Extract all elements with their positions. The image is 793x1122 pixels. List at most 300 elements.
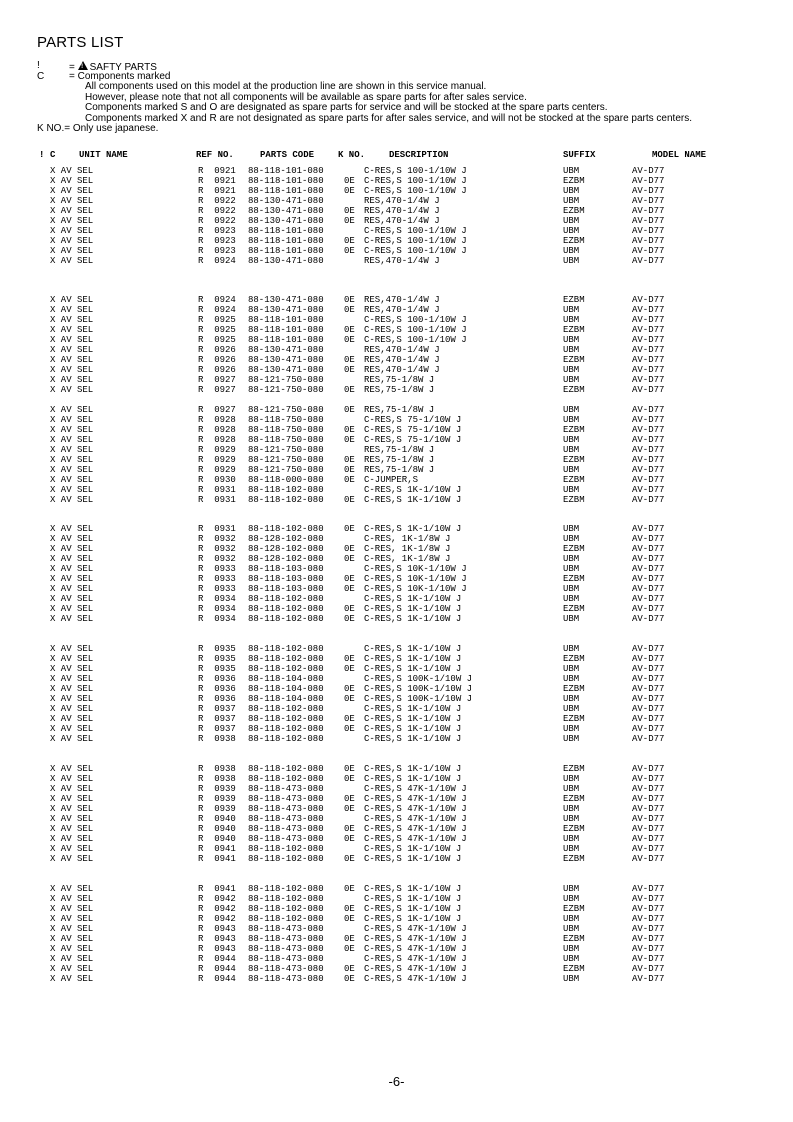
- model-name-cell: AV-D77: [632, 784, 665, 794]
- table-row: [0, 455, 793, 465]
- model-name-cell: AV-D77: [632, 904, 665, 914]
- k-no-cell: 0E: [344, 475, 355, 485]
- table-group: [0, 764, 793, 864]
- description-cell: RES,470-1/4W J: [364, 216, 440, 226]
- unit-name-cell: X AV SEL: [50, 954, 94, 964]
- k-no-cell: 0E: [344, 964, 355, 974]
- table-row: [0, 674, 793, 684]
- model-name-cell: AV-D77: [632, 495, 665, 505]
- parts-code-cell: 88-118-102-080: [248, 704, 324, 714]
- ref-no-cell: R 0927: [198, 385, 236, 395]
- description-cell: RES,470-1/4W J: [364, 196, 440, 206]
- model-name-cell: AV-D77: [632, 884, 665, 894]
- ref-no-cell: R 0923: [198, 226, 236, 236]
- model-name-cell: AV-D77: [632, 574, 665, 584]
- table-group: [0, 295, 793, 395]
- model-name-cell: AV-D77: [632, 186, 665, 196]
- k-no-cell: 0E: [344, 246, 355, 256]
- parts-code-cell: 88-130-471-080: [248, 256, 324, 266]
- parts-code-cell: 88-118-101-080: [248, 166, 324, 176]
- table-group: [0, 884, 793, 984]
- suffix-cell: EZBM: [563, 854, 585, 864]
- suffix-cell: EZBM: [563, 455, 585, 465]
- model-name-cell: AV-D77: [632, 704, 665, 714]
- table-group: [0, 405, 793, 505]
- k-no-cell: 0E: [344, 694, 355, 704]
- table-row: [0, 934, 793, 944]
- description-cell: C-RES,S 10K-1/10W J: [364, 574, 467, 584]
- description-cell: C-RES,S 100-1/10W J: [364, 236, 467, 246]
- description-cell: C-RES,S 47K-1/10W J: [364, 934, 467, 944]
- description-cell: C-RES,S 100-1/10W J: [364, 335, 467, 345]
- table-row: [0, 914, 793, 924]
- parts-code-cell: 88-118-473-080: [248, 934, 324, 944]
- parts-code-cell: 88-118-102-080: [248, 724, 324, 734]
- parts-code-cell: 88-121-750-080: [248, 405, 324, 415]
- k-no-cell: 0E: [344, 884, 355, 894]
- table-row: [0, 944, 793, 954]
- parts-code-cell: 88-118-104-080: [248, 684, 324, 694]
- ref-no-cell: R 0925: [198, 315, 236, 325]
- table-row: [0, 236, 793, 246]
- ref-no-cell: R 0932: [198, 554, 236, 564]
- unit-name-cell: X AV SEL: [50, 824, 94, 834]
- parts-code-cell: 88-130-471-080: [248, 305, 324, 315]
- unit-name-cell: X AV SEL: [50, 475, 94, 485]
- k-no-cell: 0E: [344, 974, 355, 984]
- unit-name-cell: X AV SEL: [50, 784, 94, 794]
- k-no-cell: 0E: [344, 554, 355, 564]
- suffix-cell: UBM: [563, 844, 580, 854]
- model-name-cell: AV-D77: [632, 654, 665, 664]
- ref-no-cell: R 0938: [198, 764, 236, 774]
- unit-name-cell: X AV SEL: [50, 435, 94, 445]
- description-cell: C-RES, 1K-1/8W J: [364, 534, 451, 544]
- page-title: PARTS LIST: [37, 34, 124, 51]
- model-name-cell: AV-D77: [632, 644, 665, 654]
- suffix-cell: UBM: [563, 564, 580, 574]
- model-name-cell: AV-D77: [632, 844, 665, 854]
- table-row: [0, 584, 793, 594]
- unit-name-cell: X AV SEL: [50, 664, 94, 674]
- parts-code-cell: 88-118-103-080: [248, 584, 324, 594]
- unit-name-cell: X AV SEL: [50, 196, 94, 206]
- description-cell: RES,470-1/4W J: [364, 345, 440, 355]
- description-cell: RES,75-1/8W J: [364, 385, 435, 395]
- k-no-cell: 0E: [344, 186, 355, 196]
- unit-name-cell: X AV SEL: [50, 844, 94, 854]
- unit-name-cell: X AV SEL: [50, 355, 94, 365]
- description-cell: C-RES,S 1K-1/10W J: [364, 894, 462, 904]
- unit-name-cell: X AV SEL: [50, 176, 94, 186]
- ref-no-cell: R 0943: [198, 924, 236, 934]
- k-no-cell: 0E: [344, 295, 355, 305]
- k-no-cell: 0E: [344, 236, 355, 246]
- suffix-cell: EZBM: [563, 495, 585, 505]
- unit-name-cell: X AV SEL: [50, 415, 94, 425]
- header-parts-code: PARTS CODE: [260, 150, 315, 160]
- parts-code-cell: 88-118-102-080: [248, 524, 324, 534]
- table-row: [0, 974, 793, 984]
- unit-name-cell: X AV SEL: [50, 206, 94, 216]
- description-cell: C-RES,S 100-1/10W J: [364, 315, 467, 325]
- model-name-cell: AV-D77: [632, 554, 665, 564]
- table-row: [0, 654, 793, 664]
- unit-name-cell: X AV SEL: [50, 674, 94, 684]
- ref-no-cell: R 0934: [198, 594, 236, 604]
- model-name-cell: AV-D77: [632, 375, 665, 385]
- suffix-cell: UBM: [563, 166, 580, 176]
- k-no-cell: 0E: [344, 325, 355, 335]
- model-name-cell: AV-D77: [632, 894, 665, 904]
- suffix-cell: UBM: [563, 954, 580, 964]
- k-no-cell: 0E: [344, 455, 355, 465]
- suffix-cell: UBM: [563, 445, 580, 455]
- description-cell: C-RES,S 47K-1/10W J: [364, 824, 467, 834]
- unit-name-cell: X AV SEL: [50, 315, 94, 325]
- model-name-cell: AV-D77: [632, 236, 665, 246]
- parts-code-cell: 88-118-101-080: [248, 186, 324, 196]
- model-name-cell: AV-D77: [632, 694, 665, 704]
- unit-name-cell: X AV SEL: [50, 704, 94, 714]
- description-cell: C-RES,S 1K-1/10W J: [364, 495, 462, 505]
- parts-code-cell: 88-128-102-080: [248, 544, 324, 554]
- k-no-cell: 0E: [344, 904, 355, 914]
- unit-name-cell: X AV SEL: [50, 724, 94, 734]
- table-row: [0, 475, 793, 485]
- model-name-cell: AV-D77: [632, 325, 665, 335]
- table-row: [0, 365, 793, 375]
- model-name-cell: AV-D77: [632, 814, 665, 824]
- unit-name-cell: X AV SEL: [50, 684, 94, 694]
- table-row: [0, 186, 793, 196]
- table-row: [0, 904, 793, 914]
- description-cell: C-RES,S 47K-1/10W J: [364, 974, 467, 984]
- parts-code-cell: 88-118-102-080: [248, 914, 324, 924]
- unit-name-cell: X AV SEL: [50, 485, 94, 495]
- model-name-cell: AV-D77: [632, 714, 665, 724]
- description-cell: C-RES, 1K-1/8W J: [364, 554, 451, 564]
- unit-name-cell: X AV SEL: [50, 644, 94, 654]
- description-cell: RES,75-1/8W J: [364, 375, 435, 385]
- k-no-cell: 0E: [344, 934, 355, 944]
- description-cell: RES,75-1/8W J: [364, 405, 435, 415]
- model-name-cell: AV-D77: [632, 834, 665, 844]
- table-row: [0, 405, 793, 415]
- model-name-cell: AV-D77: [632, 176, 665, 186]
- model-name-cell: AV-D77: [632, 564, 665, 574]
- header-model-name: MODEL NAME: [652, 150, 707, 160]
- ref-no-cell: R 0929: [198, 445, 236, 455]
- ref-no-cell: R 0924: [198, 256, 236, 266]
- table-row: [0, 784, 793, 794]
- unit-name-cell: X AV SEL: [50, 186, 94, 196]
- ref-no-cell: R 0923: [198, 246, 236, 256]
- ref-no-cell: R 0936: [198, 684, 236, 694]
- description-cell: C-RES,S 1K-1/10W J: [364, 774, 462, 784]
- model-name-cell: AV-D77: [632, 594, 665, 604]
- unit-name-cell: X AV SEL: [50, 554, 94, 564]
- ref-no-cell: R 0940: [198, 834, 236, 844]
- model-name-cell: AV-D77: [632, 166, 665, 176]
- description-cell: C-RES,S 47K-1/10W J: [364, 964, 467, 974]
- ref-no-cell: R 0940: [198, 824, 236, 834]
- description-cell: C-RES,S 47K-1/10W J: [364, 804, 467, 814]
- suffix-cell: EZBM: [563, 544, 585, 554]
- unit-name-cell: X AV SEL: [50, 216, 94, 226]
- description-cell: C-RES,S 1K-1/10W J: [364, 594, 462, 604]
- unit-name-cell: X AV SEL: [50, 884, 94, 894]
- ref-no-cell: R 0933: [198, 564, 236, 574]
- model-name-cell: AV-D77: [632, 764, 665, 774]
- parts-code-cell: 88-121-750-080: [248, 465, 324, 475]
- description-cell: C-RES,S 100-1/10W J: [364, 246, 467, 256]
- table-row: [0, 954, 793, 964]
- suffix-cell: UBM: [563, 734, 580, 744]
- k-no-cell: 0E: [344, 794, 355, 804]
- model-name-cell: AV-D77: [632, 385, 665, 395]
- k-no-cell: 0E: [344, 914, 355, 924]
- suffix-cell: UBM: [563, 196, 580, 206]
- description-cell: C-RES,S 47K-1/10W J: [364, 954, 467, 964]
- model-name-cell: AV-D77: [632, 974, 665, 984]
- suffix-cell: EZBM: [563, 295, 585, 305]
- table-row: [0, 495, 793, 505]
- suffix-cell: EZBM: [563, 236, 585, 246]
- table-row: [0, 166, 793, 176]
- parts-code-cell: 88-118-102-080: [248, 644, 324, 654]
- table-row: [0, 724, 793, 734]
- ref-no-cell: R 0935: [198, 644, 236, 654]
- suffix-cell: UBM: [563, 644, 580, 654]
- suffix-cell: UBM: [563, 465, 580, 475]
- description-cell: C-RES,S 100K-1/10W J: [364, 684, 473, 694]
- description-cell: RES,75-1/8W J: [364, 455, 435, 465]
- ref-no-cell: R 0935: [198, 654, 236, 664]
- unit-name-cell: X AV SEL: [50, 305, 94, 315]
- k-no-cell: 0E: [344, 824, 355, 834]
- model-name-cell: AV-D77: [632, 415, 665, 425]
- ref-no-cell: R 0922: [198, 196, 236, 206]
- ref-no-cell: R 0932: [198, 544, 236, 554]
- model-name-cell: AV-D77: [632, 794, 665, 804]
- unit-name-cell: X AV SEL: [50, 904, 94, 914]
- parts-code-cell: 88-118-102-080: [248, 664, 324, 674]
- suffix-cell: EZBM: [563, 904, 585, 914]
- header-unit-name: UNIT NAME: [79, 150, 128, 160]
- model-name-cell: AV-D77: [632, 425, 665, 435]
- k-no-cell: 0E: [344, 774, 355, 784]
- description-cell: C-RES,S 1K-1/10W J: [364, 884, 462, 894]
- parts-code-cell: 88-118-102-080: [248, 485, 324, 495]
- model-name-cell: AV-D77: [632, 924, 665, 934]
- legend: [37, 61, 777, 135]
- table-row: [0, 355, 793, 365]
- unit-name-cell: X AV SEL: [50, 604, 94, 614]
- parts-code-cell: 88-118-101-080: [248, 325, 324, 335]
- ref-no-cell: R 0937: [198, 704, 236, 714]
- model-name-cell: AV-D77: [632, 246, 665, 256]
- model-name-cell: AV-D77: [632, 256, 665, 266]
- description-cell: RES,470-1/4W J: [364, 295, 440, 305]
- ref-no-cell: R 0943: [198, 944, 236, 954]
- model-name-cell: AV-D77: [632, 305, 665, 315]
- parts-code-cell: 88-118-473-080: [248, 834, 324, 844]
- unit-name-cell: X AV SEL: [50, 654, 94, 664]
- model-name-cell: AV-D77: [632, 674, 665, 684]
- description-cell: C-RES,S 47K-1/10W J: [364, 944, 467, 954]
- header-k-no: K NO.: [338, 150, 366, 160]
- model-name-cell: AV-D77: [632, 804, 665, 814]
- c-symbol: C: [37, 70, 45, 82]
- suffix-cell: UBM: [563, 974, 580, 984]
- description-cell: C-RES,S 1K-1/10W J: [364, 854, 462, 864]
- table-row: [0, 206, 793, 216]
- table-row: [0, 534, 793, 544]
- parts-code-cell: 88-118-102-080: [248, 714, 324, 724]
- unit-name-cell: X AV SEL: [50, 425, 94, 435]
- k-no-cell: 0E: [344, 206, 355, 216]
- parts-code-cell: 88-118-473-080: [248, 974, 324, 984]
- table-row: [0, 644, 793, 654]
- ref-no-cell: R 0934: [198, 614, 236, 624]
- header-description: DESCRIPTION: [389, 150, 449, 160]
- model-name-cell: AV-D77: [632, 534, 665, 544]
- description-cell: C-RES,S 47K-1/10W J: [364, 784, 467, 794]
- parts-code-cell: 88-118-102-080: [248, 904, 324, 914]
- suffix-cell: UBM: [563, 784, 580, 794]
- ref-no-cell: R 0931: [198, 524, 236, 534]
- ref-no-cell: R 0941: [198, 854, 236, 864]
- ref-no-cell: R 0939: [198, 784, 236, 794]
- suffix-cell: UBM: [563, 435, 580, 445]
- model-name-cell: AV-D77: [632, 584, 665, 594]
- unit-name-cell: X AV SEL: [50, 524, 94, 534]
- model-name-cell: AV-D77: [632, 295, 665, 305]
- model-name-cell: AV-D77: [632, 854, 665, 864]
- unit-name-cell: X AV SEL: [50, 325, 94, 335]
- header-c: C: [50, 150, 56, 160]
- model-name-cell: AV-D77: [632, 485, 665, 495]
- k-no-cell: 0E: [344, 604, 355, 614]
- table-row: [0, 445, 793, 455]
- ref-no-cell: R 0927: [198, 375, 236, 385]
- suffix-cell: UBM: [563, 924, 580, 934]
- k-no-cell: 0E: [344, 216, 355, 226]
- description-cell: C-RES,S 47K-1/10W J: [364, 924, 467, 934]
- parts-code-cell: 88-118-102-080: [248, 884, 324, 894]
- ref-no-cell: R 0943: [198, 934, 236, 944]
- k-no-cell: 0E: [344, 764, 355, 774]
- model-name-cell: AV-D77: [632, 206, 665, 216]
- unit-name-cell: X AV SEL: [50, 934, 94, 944]
- suffix-cell: EZBM: [563, 684, 585, 694]
- unit-name-cell: X AV SEL: [50, 544, 94, 554]
- model-name-cell: AV-D77: [632, 216, 665, 226]
- suffix-cell: UBM: [563, 415, 580, 425]
- table-row: [0, 305, 793, 315]
- suffix-cell: UBM: [563, 944, 580, 954]
- ref-no-cell: R 0926: [198, 355, 236, 365]
- parts-code-cell: 88-118-102-080: [248, 764, 324, 774]
- parts-code-cell: 88-118-750-080: [248, 415, 324, 425]
- description-cell: RES,470-1/4W J: [364, 256, 440, 266]
- model-name-cell: AV-D77: [632, 964, 665, 974]
- parts-code-cell: 88-118-473-080: [248, 964, 324, 974]
- k-no-cell: 0E: [344, 834, 355, 844]
- table-row: [0, 764, 793, 774]
- ref-no-cell: R 0936: [198, 694, 236, 704]
- unit-name-cell: X AV SEL: [50, 166, 94, 176]
- header-ref-no: REF NO.: [196, 150, 234, 160]
- suffix-cell: UBM: [563, 804, 580, 814]
- unit-name-cell: X AV SEL: [50, 964, 94, 974]
- parts-code-cell: 88-130-471-080: [248, 345, 324, 355]
- ref-no-cell: R 0922: [198, 206, 236, 216]
- suffix-cell: EZBM: [563, 604, 585, 614]
- k-no-cell: 0E: [344, 435, 355, 445]
- k-no-cell: 0E: [344, 355, 355, 365]
- parts-code-cell: 88-128-102-080: [248, 534, 324, 544]
- ref-no-cell: R 0937: [198, 724, 236, 734]
- description-cell: C-RES,S 1K-1/10W J: [364, 904, 462, 914]
- suffix-cell: UBM: [563, 664, 580, 674]
- ref-no-cell: R 0921: [198, 176, 236, 186]
- model-name-cell: AV-D77: [632, 824, 665, 834]
- unit-name-cell: X AV SEL: [50, 256, 94, 266]
- ref-no-cell: R 0928: [198, 425, 236, 435]
- ref-no-cell: R 0938: [198, 774, 236, 784]
- model-name-cell: AV-D77: [632, 226, 665, 236]
- k-no-cell: 0E: [344, 944, 355, 954]
- suffix-cell: EZBM: [563, 654, 585, 664]
- table-row: [0, 375, 793, 385]
- description-cell: C-RES,S 100-1/10W J: [364, 226, 467, 236]
- table-row: [0, 256, 793, 266]
- k-no-cell: 0E: [344, 574, 355, 584]
- ref-no-cell: R 0921: [198, 186, 236, 196]
- legend-note: Components marked X and R are not designated as spare parts for after sales service, and will not be stocked at the spare parts centers.: [85, 112, 692, 124]
- model-name-cell: AV-D77: [632, 614, 665, 624]
- model-name-cell: AV-D77: [632, 405, 665, 415]
- table-row: [0, 804, 793, 814]
- unit-name-cell: X AV SEL: [50, 774, 94, 784]
- k-no-cell: 0E: [344, 684, 355, 694]
- table-group: [0, 524, 793, 624]
- parts-code-cell: 88-118-473-080: [248, 824, 324, 834]
- suffix-cell: UBM: [563, 305, 580, 315]
- description-cell: C-RES,S 75-1/10W J: [364, 425, 462, 435]
- table-row: [0, 574, 793, 584]
- suffix-cell: UBM: [563, 226, 580, 236]
- ref-no-cell: R 0925: [198, 335, 236, 345]
- parts-code-cell: 88-118-473-080: [248, 924, 324, 934]
- suffix-cell: EZBM: [563, 206, 585, 216]
- unit-name-cell: X AV SEL: [50, 714, 94, 724]
- k-no-cell: 0E: [344, 176, 355, 186]
- suffix-cell: EZBM: [563, 824, 585, 834]
- unit-name-cell: X AV SEL: [50, 226, 94, 236]
- description-cell: C-RES,S 1K-1/10W J: [364, 764, 462, 774]
- unit-name-cell: X AV SEL: [50, 794, 94, 804]
- ref-no-cell: R 0931: [198, 495, 236, 505]
- parts-code-cell: 88-118-104-080: [248, 674, 324, 684]
- suffix-cell: UBM: [563, 774, 580, 784]
- k-no-cell: 0E: [344, 804, 355, 814]
- description-cell: RES,470-1/4W J: [364, 206, 440, 216]
- description-cell: C-RES,S 1K-1/10W J: [364, 844, 462, 854]
- suffix-cell: UBM: [563, 524, 580, 534]
